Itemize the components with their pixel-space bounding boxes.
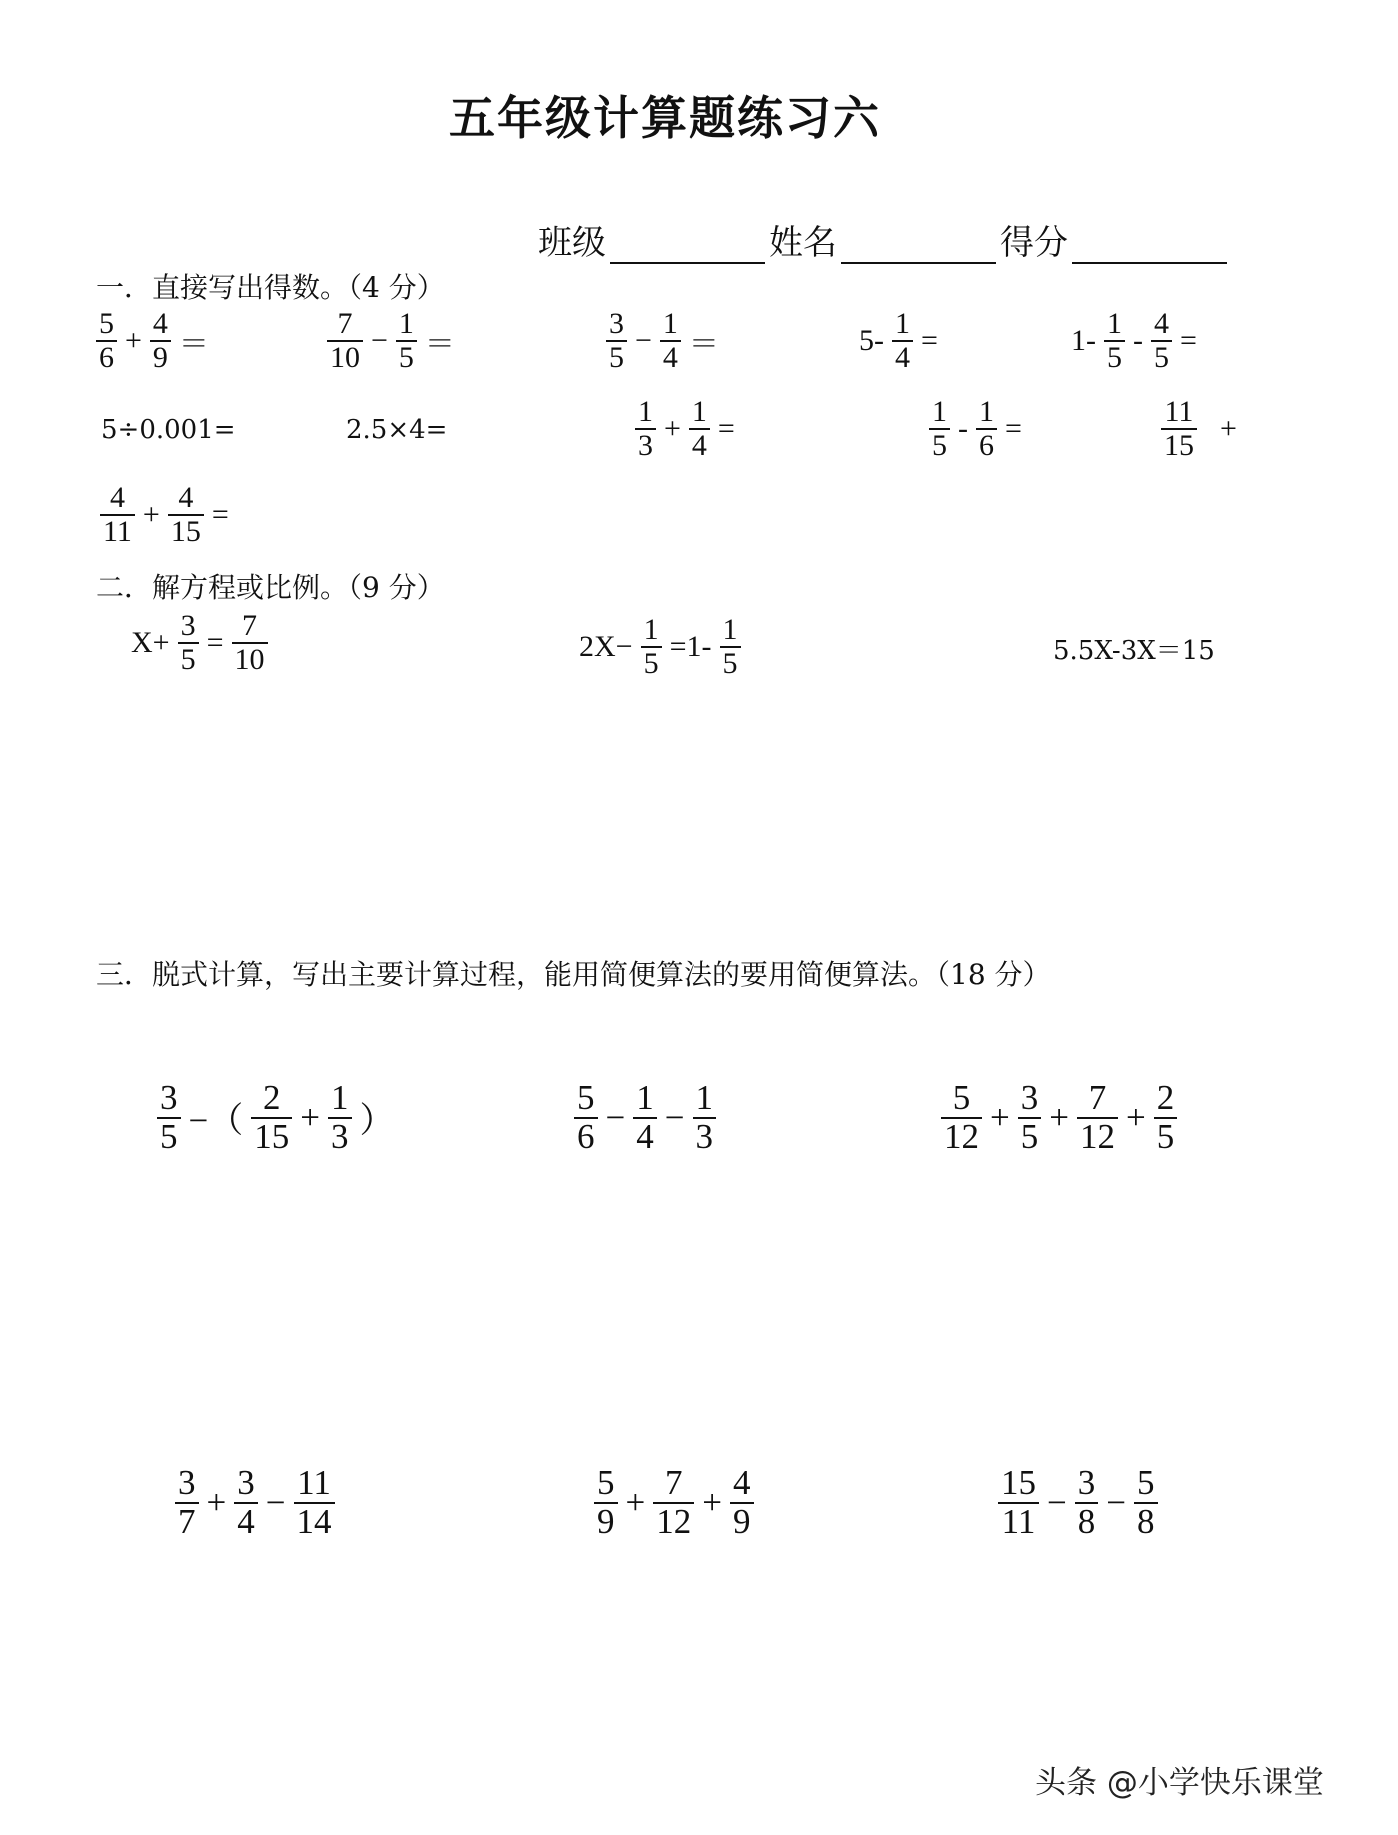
operator: 2.5×4= xyxy=(346,415,448,445)
operator: − xyxy=(635,323,652,357)
denominator: 9 xyxy=(733,1501,751,1541)
numerator: 1 xyxy=(895,307,910,340)
fraction xyxy=(327,308,363,373)
fraction xyxy=(96,308,117,373)
denominator: 11 xyxy=(103,514,132,548)
fraction xyxy=(976,396,997,461)
operator: = xyxy=(921,323,938,357)
problem-p3 xyxy=(603,308,724,373)
denominator: 6 xyxy=(99,340,114,374)
operator: 5- xyxy=(859,323,884,357)
numerator: 1 xyxy=(979,395,994,428)
numerator: 11 xyxy=(297,1463,331,1502)
denominator: 5 xyxy=(1154,340,1169,374)
operator: - xyxy=(1133,323,1143,357)
denominator: 5 xyxy=(1107,340,1122,374)
section-one-heading: 一．直接写出得数。（4 分） xyxy=(96,271,445,304)
operator: 5÷0.001= xyxy=(101,415,236,445)
denominator: 5 xyxy=(398,340,414,374)
fraction xyxy=(1154,1080,1178,1156)
fraction xyxy=(892,308,913,373)
problem-c5 xyxy=(591,1465,757,1541)
numerator: 3 xyxy=(180,609,196,642)
problem-p5 xyxy=(1066,308,1202,373)
denominator: 3 xyxy=(695,1116,713,1156)
fraction xyxy=(1161,396,1197,461)
numerator: 1 xyxy=(932,395,947,428)
denominator: 12 xyxy=(944,1116,979,1156)
denominator: 5 xyxy=(643,646,659,680)
operator: − xyxy=(265,1482,286,1522)
numerator: 15 xyxy=(1001,1463,1036,1502)
numerator: 7 xyxy=(337,307,353,340)
fraction xyxy=(653,1465,694,1541)
denominator: 4 xyxy=(691,428,707,462)
denominator: 4 xyxy=(662,340,678,374)
operator: + xyxy=(142,497,160,531)
operator: + xyxy=(125,323,142,357)
numerator: 11 xyxy=(1164,395,1194,428)
problem-p6 xyxy=(96,415,241,445)
numerator: 1 xyxy=(662,307,678,340)
fraction xyxy=(1077,1080,1118,1156)
fraction xyxy=(328,1080,352,1156)
denominator: 3 xyxy=(638,428,653,462)
numerator: 5 xyxy=(1137,1463,1155,1502)
page-title: 五年级计算题练习六 xyxy=(449,91,881,145)
score-label: 得分 xyxy=(1000,223,1068,263)
numerator: 4 xyxy=(109,481,125,514)
operator: + xyxy=(1205,411,1237,445)
watermark: 头条 @小学快乐课堂 xyxy=(1035,1765,1324,1801)
denominator: 12 xyxy=(656,1501,692,1541)
name-blank[interactable] xyxy=(841,228,996,264)
denominator: 8 xyxy=(1137,1501,1155,1541)
operator: 1- xyxy=(1071,323,1096,357)
fraction xyxy=(594,1465,618,1541)
fraction xyxy=(1151,308,1172,373)
operator: = xyxy=(1005,411,1022,445)
denominator: 10 xyxy=(234,642,265,676)
fraction xyxy=(100,482,135,547)
numerator: 1 xyxy=(331,1078,349,1117)
operator: ＝ xyxy=(688,327,719,361)
operator: = xyxy=(717,411,735,445)
operator: − xyxy=(371,323,388,357)
denominator: 4 xyxy=(636,1116,654,1156)
operator: + xyxy=(300,1097,320,1137)
fraction xyxy=(157,1080,181,1156)
operator: =1- xyxy=(669,629,712,663)
denominator: 5 xyxy=(180,642,196,676)
operator: + xyxy=(1049,1097,1069,1137)
problem-e2 xyxy=(574,614,744,679)
denominator: 5 xyxy=(160,1116,178,1156)
numerator: 4 xyxy=(152,307,168,340)
problem-p1 xyxy=(93,308,214,373)
fraction xyxy=(689,396,710,461)
denominator: 11 xyxy=(1001,1501,1036,1541)
problem-c3 xyxy=(938,1080,1180,1156)
fraction xyxy=(660,308,681,373)
problem-c1 xyxy=(154,1080,400,1156)
numerator: 3 xyxy=(237,1463,255,1502)
class-blank[interactable] xyxy=(610,228,765,264)
numerator: 5 xyxy=(99,307,114,340)
numerator: 5 xyxy=(577,1078,595,1117)
fraction xyxy=(606,308,627,373)
name-label: 姓名 xyxy=(769,223,837,263)
operator: + xyxy=(702,1482,722,1522)
fraction xyxy=(178,610,199,675)
operator: − xyxy=(1106,1482,1126,1522)
denominator: 12 xyxy=(1080,1116,1115,1156)
denominator: 3 xyxy=(331,1116,349,1156)
operator: ＝ xyxy=(178,327,209,361)
problem-p9 xyxy=(926,396,1027,461)
operator: + xyxy=(1126,1097,1146,1137)
numerator: 2 xyxy=(263,1078,281,1117)
numerator: 4 xyxy=(733,1463,751,1502)
denominator: 14 xyxy=(296,1501,332,1541)
numerator: 3 xyxy=(1020,1078,1039,1117)
numerator: 3 xyxy=(178,1463,196,1502)
problem-p2 xyxy=(324,308,460,373)
operator: = xyxy=(1180,323,1197,357)
class-label: 班级 xyxy=(538,223,606,263)
numerator: 1 xyxy=(1107,307,1122,340)
fraction xyxy=(693,1080,717,1156)
denominator: 6 xyxy=(979,428,994,462)
problem-c6 xyxy=(995,1465,1161,1541)
problem-p7 xyxy=(341,415,452,445)
fraction xyxy=(175,1465,199,1541)
numerator: 1 xyxy=(695,1078,713,1117)
denominator: 9 xyxy=(152,340,168,374)
numerator: 4 xyxy=(178,481,194,514)
operator: ＝ xyxy=(424,327,455,361)
denominator: 5 xyxy=(722,646,738,680)
numerator: 5 xyxy=(597,1463,615,1502)
fraction xyxy=(1104,308,1125,373)
fraction xyxy=(294,1465,335,1541)
operator: X+ xyxy=(131,625,170,659)
denominator: 5 xyxy=(932,428,947,462)
denominator: 6 xyxy=(577,1116,595,1156)
fraction xyxy=(641,614,662,679)
problem-p10 xyxy=(1158,396,1242,461)
operator: 5.5X-3X＝15 xyxy=(1053,636,1215,666)
fraction xyxy=(168,482,204,547)
fraction xyxy=(1075,1465,1099,1541)
problem-e1 xyxy=(126,610,271,675)
denominator: 8 xyxy=(1077,1501,1096,1541)
denominator: 15 xyxy=(170,514,201,548)
numerator: 7 xyxy=(242,609,258,642)
numerator: 3 xyxy=(160,1078,178,1117)
fraction xyxy=(633,1080,657,1156)
operator: + xyxy=(990,1097,1010,1137)
operator: + xyxy=(625,1482,646,1522)
operator: ） xyxy=(359,1100,395,1140)
fraction xyxy=(574,1080,598,1156)
fraction xyxy=(1134,1465,1158,1541)
score-blank[interactable] xyxy=(1072,228,1227,264)
problem-p8 xyxy=(632,396,740,461)
numerator: 1 xyxy=(691,395,707,428)
fraction xyxy=(1018,1080,1042,1156)
fraction xyxy=(941,1080,982,1156)
operator: − xyxy=(664,1097,685,1137)
denominator: 5 xyxy=(1020,1116,1039,1156)
numerator: 3 xyxy=(1077,1463,1096,1502)
section-three-heading: 三．脱式计算，写出主要计算过程，能用简便算法的要用简便算法。（18 分） xyxy=(96,958,1051,991)
student-info xyxy=(538,215,1231,264)
operator: = xyxy=(211,497,229,531)
fraction xyxy=(929,396,950,461)
section-two-heading: 二．解方程或比例。（9 分） xyxy=(96,571,445,604)
fraction xyxy=(234,1465,258,1541)
numerator: 1 xyxy=(643,613,659,646)
fraction xyxy=(251,1080,292,1156)
fraction xyxy=(730,1465,754,1541)
numerator: 1 xyxy=(636,1078,654,1117)
fraction xyxy=(232,610,268,675)
denominator: 4 xyxy=(237,1501,255,1541)
denominator: 9 xyxy=(597,1501,615,1541)
operator: + xyxy=(664,411,681,445)
problem-p4 xyxy=(854,308,943,373)
operator: − xyxy=(1047,1482,1067,1522)
denominator: 4 xyxy=(895,340,910,374)
problem-c2 xyxy=(571,1080,719,1156)
operator: − xyxy=(605,1097,626,1137)
denominator: 7 xyxy=(178,1501,196,1541)
numerator: 2 xyxy=(1156,1078,1175,1117)
denominator: 15 xyxy=(254,1116,290,1156)
denominator: 10 xyxy=(330,340,360,374)
numerator: 7 xyxy=(1088,1078,1107,1117)
problem-c4 xyxy=(172,1465,338,1541)
operator: −（ xyxy=(188,1100,244,1140)
fraction xyxy=(150,308,171,373)
numerator: 1 xyxy=(722,613,738,646)
numerator: 1 xyxy=(638,395,653,428)
fraction xyxy=(998,1465,1039,1541)
numerator: 7 xyxy=(665,1463,683,1502)
numerator: 4 xyxy=(1154,307,1169,340)
fraction xyxy=(720,614,741,679)
denominator: 5 xyxy=(609,340,624,374)
operator: = xyxy=(206,625,224,659)
denominator: 15 xyxy=(1164,428,1194,462)
operator: 2X− xyxy=(579,629,633,663)
fraction xyxy=(396,308,417,373)
problem-p11 xyxy=(97,482,234,547)
numerator: 1 xyxy=(398,307,414,340)
fraction xyxy=(635,396,656,461)
numerator: 5 xyxy=(952,1078,971,1117)
numerator: 3 xyxy=(609,307,624,340)
operator: + xyxy=(206,1482,227,1522)
problem-e3 xyxy=(1048,630,1220,667)
operator: - xyxy=(958,411,968,445)
denominator: 5 xyxy=(1156,1116,1175,1156)
